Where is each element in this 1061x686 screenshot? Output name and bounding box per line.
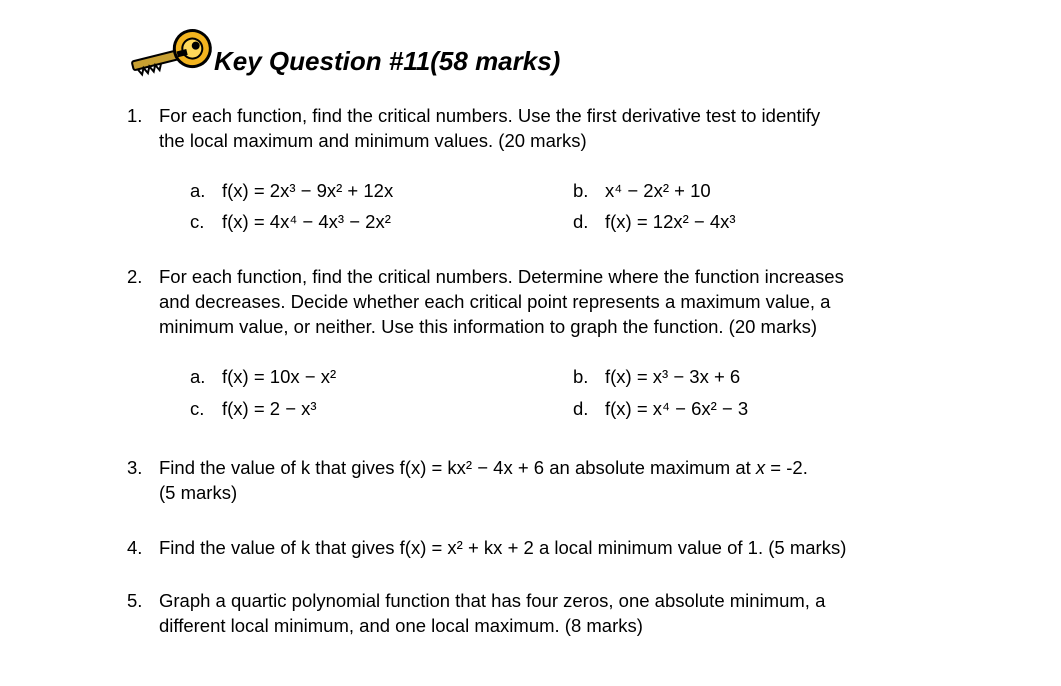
question-number: 1. [127, 105, 143, 126]
part-expression: f(x) = 2 − x³ [222, 398, 317, 419]
question-pre-text: Find the value of k that gives [159, 537, 400, 558]
question-line: the local maximum and minimum values. (20 marks) [159, 130, 587, 151]
part-label: c. [190, 398, 205, 419]
question-line: Graph a quartic polynomial function that has four zeros, one absolute minimum, a [159, 590, 826, 611]
question-line: minimum value, or neither. Use this information to graph the function. (20 marks) [159, 316, 818, 337]
question-text [159, 455, 959, 505]
part-1a [190, 178, 393, 204]
part-1d [573, 209, 736, 235]
part-expression: f(x) = 12x² − 4x³ [605, 211, 736, 232]
question-line: different local minimum, and one local maximum. (8 marks) [159, 615, 643, 636]
question-pre-text: Find the value of k that gives [159, 457, 400, 478]
part-label: a. [190, 180, 206, 201]
question-line: and decreases. Decide whether each critical point represents a maximum value, a [159, 291, 831, 312]
question-text [159, 535, 959, 560]
part-label: b. [573, 180, 589, 201]
question-post-text: a local minimum value of 1. (5 marks) [533, 537, 847, 558]
question-text [159, 103, 959, 153]
part-expression: f(x) = x⁴ − 6x² − 3 [605, 398, 749, 419]
question-line [159, 535, 959, 560]
part-2b [573, 364, 740, 390]
key-icon [126, 22, 214, 78]
question-line: For each function, find the critical numbers. Determine where the function increases [159, 266, 844, 287]
part-2c [190, 396, 317, 422]
question-expression: f(x) = x² + kx + 2 [399, 537, 534, 558]
page-header [126, 20, 826, 80]
question-number: 5. [127, 590, 143, 611]
part-2d [573, 396, 748, 422]
part-1c [190, 209, 391, 235]
part-expression: f(x) = x³ − 3x + 6 [605, 366, 741, 387]
part-label: a. [190, 366, 206, 387]
part-label: d. [573, 211, 589, 232]
question-number: 4. [127, 537, 143, 558]
question-variable: x [755, 457, 766, 478]
question-text [159, 588, 959, 638]
part-expression: f(x) = 10x − x² [222, 366, 337, 387]
part-label: d. [573, 398, 589, 419]
question-post-text: an absolute maximum at [544, 457, 756, 478]
question-line: For each function, find the critical numbers. Use the first derivative test to identify [159, 105, 821, 126]
part-expression: f(x) = 4x⁴ − 4x³ − 2x² [222, 211, 391, 232]
question-post-end: = -2. [765, 457, 808, 478]
question-number: 3. [127, 457, 143, 478]
question-expression: f(x) = kx² − 4x + 6 [399, 457, 545, 478]
part-1b [573, 178, 711, 204]
part-expression: x⁴ − 2x² + 10 [605, 180, 711, 201]
page-title: Key Question #11(58 marks) [214, 46, 561, 76]
part-expression: f(x) = 2x³ − 9x² + 12x [222, 180, 394, 201]
question-line [159, 455, 959, 480]
part-2a [190, 364, 336, 390]
question-line: (5 marks) [159, 482, 238, 503]
part-label: c. [190, 211, 205, 232]
question-number: 2. [127, 266, 143, 287]
question-text [159, 264, 959, 339]
part-label: b. [573, 366, 589, 387]
